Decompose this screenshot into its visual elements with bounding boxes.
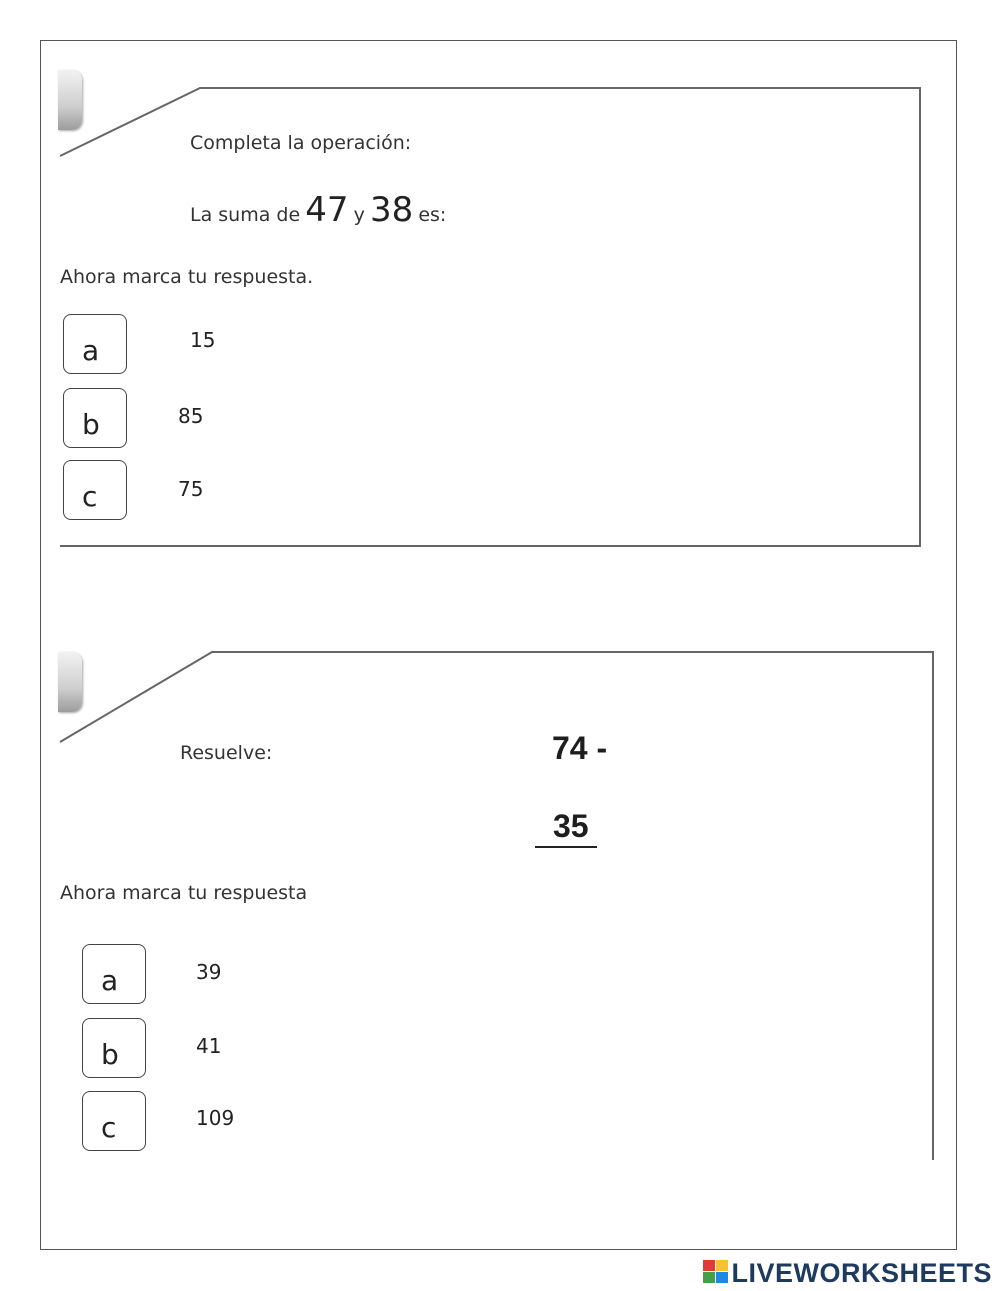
question1-sentence	[190, 190, 446, 230]
logo-square	[703, 1260, 715, 1271]
question1-connector: y	[353, 204, 365, 226]
question1-number-a: 47	[305, 190, 349, 230]
question2-instruction: Resuelve:	[180, 742, 273, 764]
question2-option-b-box[interactable]	[82, 1018, 146, 1078]
question2-subtrahend: 35	[553, 808, 589, 844]
liveworksheets-brand[interactable]	[703, 1258, 992, 1289]
question2-minuend: 74 -	[552, 730, 608, 766]
subtraction-underline	[535, 846, 597, 848]
question2-option-c-value: 109	[196, 1106, 235, 1130]
question2-option-b-value: 41	[196, 1034, 222, 1058]
question2-option-a-value: 39	[196, 960, 222, 984]
question1-instruction: Completa la operación:	[190, 132, 412, 154]
question1-prompt: Ahora marca tu respuesta.	[60, 266, 314, 288]
question1-option-c-value: 75	[178, 477, 204, 501]
question1-option-b-value: 85	[178, 404, 204, 428]
question2-tab	[58, 652, 82, 712]
question1-option-a-box[interactable]	[63, 314, 127, 374]
question2-prompt: Ahora marca tu respuesta	[60, 882, 308, 904]
option-letter: b	[101, 1038, 119, 1071]
question2-option-a-box[interactable]	[82, 944, 146, 1004]
logo-square	[716, 1272, 728, 1283]
logo-square	[716, 1260, 728, 1271]
question2-frame	[60, 652, 933, 1160]
brand-name: LIVEWORKSHEETS	[731, 1258, 992, 1288]
question1-suffix: es:	[418, 204, 447, 226]
option-letter: a	[101, 964, 119, 997]
question1-option-a-value: 15	[190, 328, 216, 352]
question1-tab	[58, 70, 82, 130]
question2-option-c-box[interactable]	[82, 1091, 146, 1151]
option-letter: c	[101, 1111, 117, 1144]
question1-number-b: 38	[369, 190, 414, 230]
question1-prefix: La suma de	[190, 204, 301, 226]
question1-option-b-box[interactable]	[63, 388, 127, 448]
option-letter: b	[82, 408, 100, 441]
liveworksheets-logo-icon	[703, 1260, 729, 1284]
question1-option-c-box[interactable]	[63, 460, 127, 520]
option-letter: a	[82, 334, 100, 367]
logo-square	[703, 1272, 715, 1283]
option-letter: c	[82, 480, 98, 513]
